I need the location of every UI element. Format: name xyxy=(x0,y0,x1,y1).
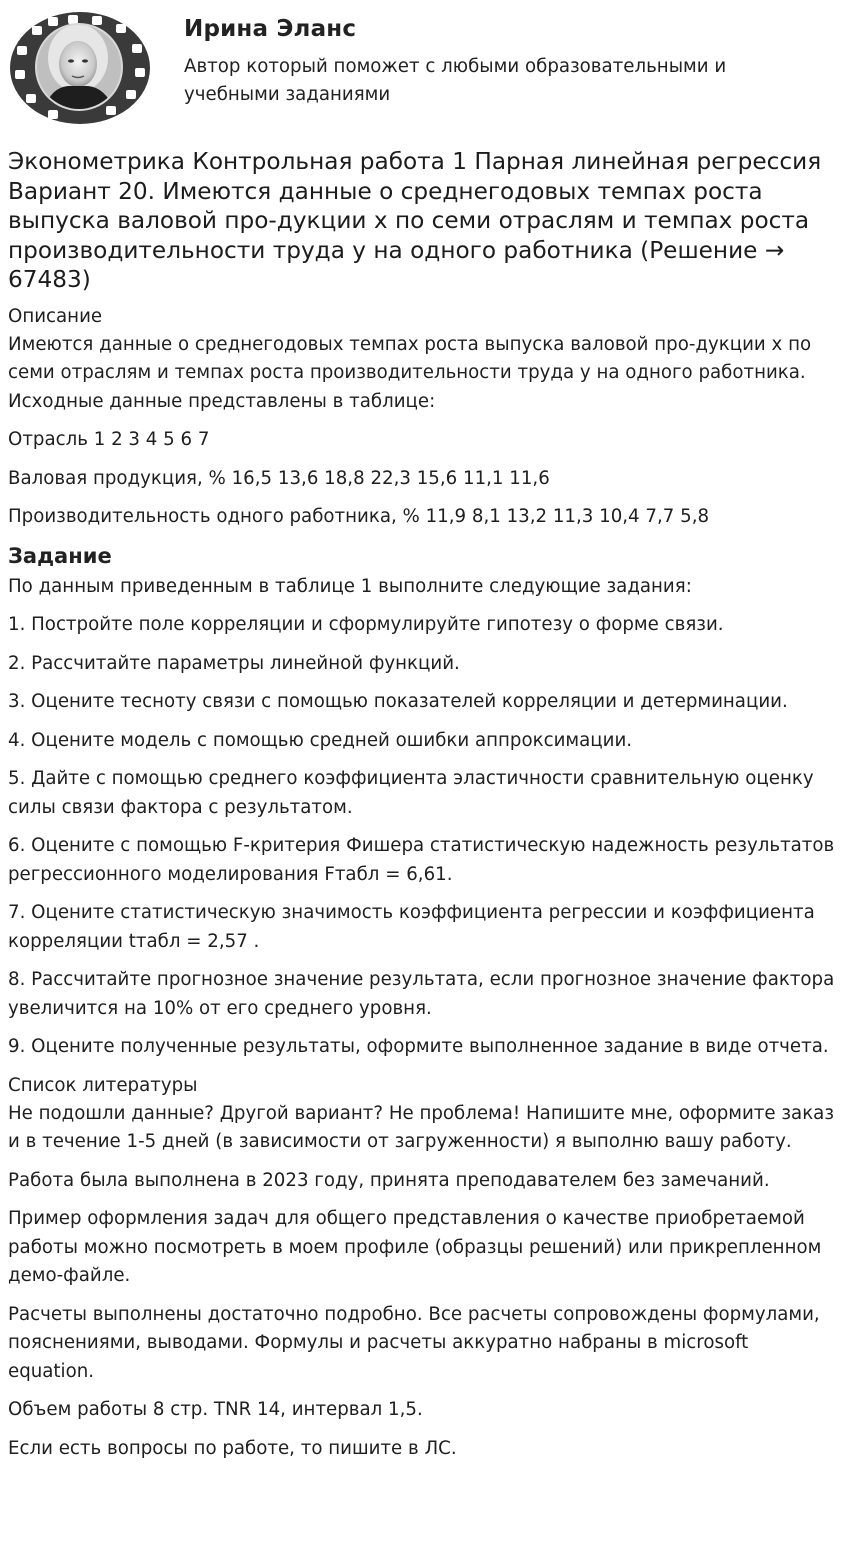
footer-paragraph-contact: Не подошли данные? Другой вариант? Не проблема! Напишите мне, оформите заказ и в течение 1-5 дней (в зависимости от загруженности) я выполню вашу работу. xyxy=(8,1102,834,1152)
author-header xyxy=(8,6,838,128)
task-item-2: 2. Рассчитайте параметры линейной функций. xyxy=(8,652,460,674)
footer-paragraph-details: Расчеты выполнены достаточно подробно. Все расчеты сопровождены формулами, пояснениями, выводами. Формулы и расчеты аккуратно набраны в microsoft equation. xyxy=(8,1303,820,1382)
task-item-6: 6. Оцените с помощью F-критерия Фишера статистическую надежность результатов регрессионного моделирования Fтабл = 6,61. xyxy=(8,835,835,885)
author-description: Автор который поможет с любыми образовательными и учебными заданиями xyxy=(184,56,727,105)
footer-paragraph-example: Пример оформления задач для общего представления о качестве приобретаемой работы можно посмотреть в моем профиле (образцы решений) или прикрепленном демо-файле. xyxy=(8,1208,822,1286)
table-row-gross-output: Валовая продукция, % 16,5 13,6 18,8 22,3 15,6 11,1 11,6 xyxy=(8,467,550,489)
main-content xyxy=(8,147,840,1473)
table-row-industry: Отрасль 1 2 3 4 5 6 7 xyxy=(8,429,210,450)
task-item-3: 3. Оцените тесноту связи с помощью показателей корреляции и детерминации. xyxy=(8,691,788,712)
task-item-9: 9. Оцените полученные результаты, оформите выполненное задание в виде отчета. xyxy=(8,1036,829,1057)
task-item-5: 5. Дайте с помощью среднего коэффициента эластичности сравнительную оценку силы связи фактора с результатом. xyxy=(8,768,814,818)
task-item-8: 8. Рассчитайте прогнозное значение результата, если прогнозное значение фактора увеличится на 10% от его среднего уровня. xyxy=(8,969,835,1019)
author-avatar[interactable] xyxy=(8,6,153,128)
task-item-7: 7. Оцените статистическую значимость коэффициента регрессии и коэффициента корреляции tтабл = 2,57 . xyxy=(8,902,815,952)
footer-paragraph-year: Работа была выполнена в 2023 году, принята преподавателем без замечаний. xyxy=(8,1169,770,1191)
task-item-4: 4. Оцените модель с помощью средней ошибки аппроксимации. xyxy=(8,729,633,751)
film-frame-avatar-icon xyxy=(8,6,153,128)
task-heading: Задание xyxy=(8,543,112,568)
literature-label: Список литературы xyxy=(8,1074,198,1096)
footer-paragraph-questions: Если есть вопросы по работе, то пишите в ЛС. xyxy=(8,1437,457,1459)
table-row-productivity: Производительность одного работника, % 11,9 8,1 13,2 11,3 10,4 7,7 5,8 xyxy=(8,506,710,527)
description-label: Описание xyxy=(8,305,103,327)
task-item-1: 1. Постройте поле корреляции и сформулируйте гипотезу о форме связи. xyxy=(8,614,724,635)
intro-paragraph: Имеются данные о среднегодовых темпах роста выпуска валовой про-дукции х по семи отраслям и темпах роста производительности труда у на одного работника. Исходные данные представлены в таблице: xyxy=(8,333,812,412)
task-intro: По данным приведенным в таблице 1 выполните следующие задания: xyxy=(8,575,692,597)
footer-paragraph-volume: Объем работы 8 стр. TNR 14, интервал 1,5. xyxy=(8,1399,423,1420)
page-title: Эконометрика Контрольная работа 1 Парная линейная регрессия Вариант 20. Имеются данные о среднегодовых темпах роста выпуска валовой про-дукции х по семи отраслям и темпах роста производительности труда у на одного работника (Решение → 67483) xyxy=(8,148,822,293)
author-name[interactable]: Ирина Эланс xyxy=(184,16,357,42)
